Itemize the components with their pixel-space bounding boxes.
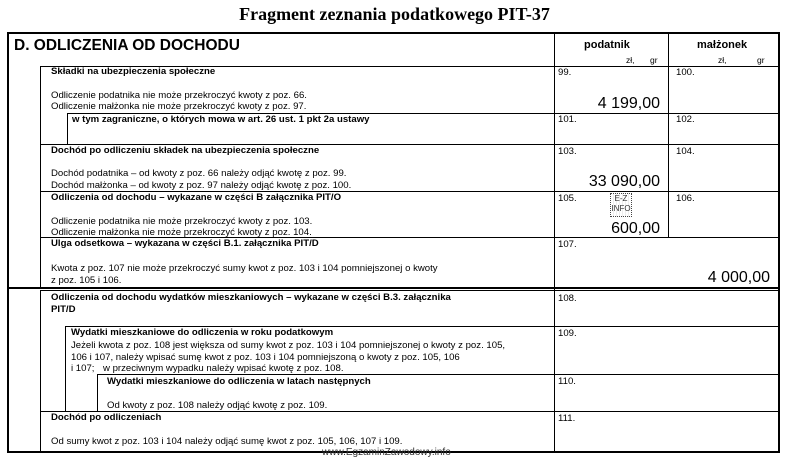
field-number: 110. [558,376,576,387]
field-value-taxpayer[interactable]: 33 090,00 [588,173,660,190]
watermark: www.EgzaminZawodowy.info [322,447,451,458]
row-note: Dochód małżonka – od kwoty z poz. 97 należy odjąć kwotę z poz. 100. [51,180,352,191]
row-title: Dochód po odliczeniach [51,412,162,423]
row-note: Od sumy kwot z poz. 103 i 104 należy odjąć sumę kwot z poz. 105, 106, 107 i 109. [51,436,403,447]
field-number: 107. [558,239,577,250]
field-number: 103. [558,146,577,157]
field-number: 105. [558,193,577,204]
field-number: 106. [676,193,695,204]
divider [40,290,41,451]
stamp-text: INFO [611,204,631,213]
field-number: 102. [676,114,695,125]
field-value[interactable]: 4 000,00 [707,269,770,286]
row-note: Dochód podatnika – od kwoty z poz. 66 należy odjąć kwotę z poz. 99. [51,168,347,179]
row-note: Odliczenie małżonka nie może przekroczyć kwoty z poz. 97. [51,101,307,112]
row-note: Odliczenie podatnika nie może przekroczyć kwoty z poz. 66. [51,90,307,101]
row-note: Kwota z poz. 107 nie może przekroczyć sumy kwot z poz. 103 i 104 pomniejszonej o kwoty [51,263,438,274]
column-header-spouse: małżonek [697,39,748,51]
section-title: D. ODLICZENIA OD DOCHODU [14,37,240,54]
field-number: 99. [558,67,572,78]
row-title: Odliczenia od dochodu – wykazane w części B załącznika PIT/O [51,192,342,203]
field-number: 108. [558,293,577,304]
field-number: 104. [676,146,695,157]
divider [97,374,779,375]
row-note: Jeżeli kwota z poz. 108 jest większa od sumy kwot z poz. 103 i 104 pomniejszonej o kwoty z poz. 105, [71,340,506,351]
divider [8,287,779,289]
row-note: w przeciwnym wypadku należy wpisać kwotę z poz. 108. [103,363,344,374]
row-title: PIT/D [51,304,76,315]
currency-zl-label: zł, [626,55,635,65]
field-number: 101. [558,114,577,125]
field-number: 100. [676,67,695,78]
row-note: Odliczenie małżonka nie może przekroczyć kwoty z poz. 104. [51,227,312,238]
field-value-taxpayer[interactable]: 4 199,00 [597,95,660,112]
divider [668,33,669,237]
field-number: 109. [558,328,577,339]
stamp-text: E-Z [614,194,628,203]
row-title: Wydatki mieszkaniowe do odliczenia w latach następnych [107,376,371,387]
field-number: 111. [558,413,576,424]
divider [67,113,68,144]
row-title: Odliczenia od dochodu wydatków mieszkaniowych – wykazane w części B.3. załącznika [51,292,451,303]
row-title: w tym zagraniczne, o których mowa w art. 26 ust. 1 pkt 2a ustawy [72,114,370,125]
info-stamp [610,193,632,217]
column-header-taxpayer: podatnik [584,39,630,51]
divider [554,33,555,451]
row-note: Od kwoty z poz. 108 należy odjąć kwotę z poz. 109. [107,400,328,411]
divider [65,326,66,411]
divider [40,66,41,287]
currency-gr-label: gr [757,55,765,65]
row-note: Odliczenie podatnika nie może przekroczyć kwoty z poz. 103. [51,216,313,227]
row-title: Wydatki mieszkaniowe do odliczenia w roku podatkowym [71,327,334,338]
field-value-taxpayer[interactable]: 600,00 [611,220,660,237]
row-title: Dochód po odliczeniu składek na ubezpieczenia społeczne [51,145,320,156]
currency-gr-label: gr [650,55,658,65]
row-note: z poz. 105 i 106. [51,275,122,286]
document-title: Fragment zeznania podatkowego PIT-37 [239,4,550,24]
row-title: Składki na ubezpieczenia społeczne [51,66,216,77]
currency-zl-label: zł, [718,55,727,65]
row-note: 106 i 107, należy wpisać sumę kwot z poz. 103 i 104 pomniejszoną o kwoty z poz. 105, 106 [71,352,460,363]
divider [97,374,98,411]
row-note: i 107; [71,363,95,374]
row-title: Ulga odsetkowa – wykazana w części B.1. załącznika PIT/D [51,238,319,249]
divider [40,290,779,291]
